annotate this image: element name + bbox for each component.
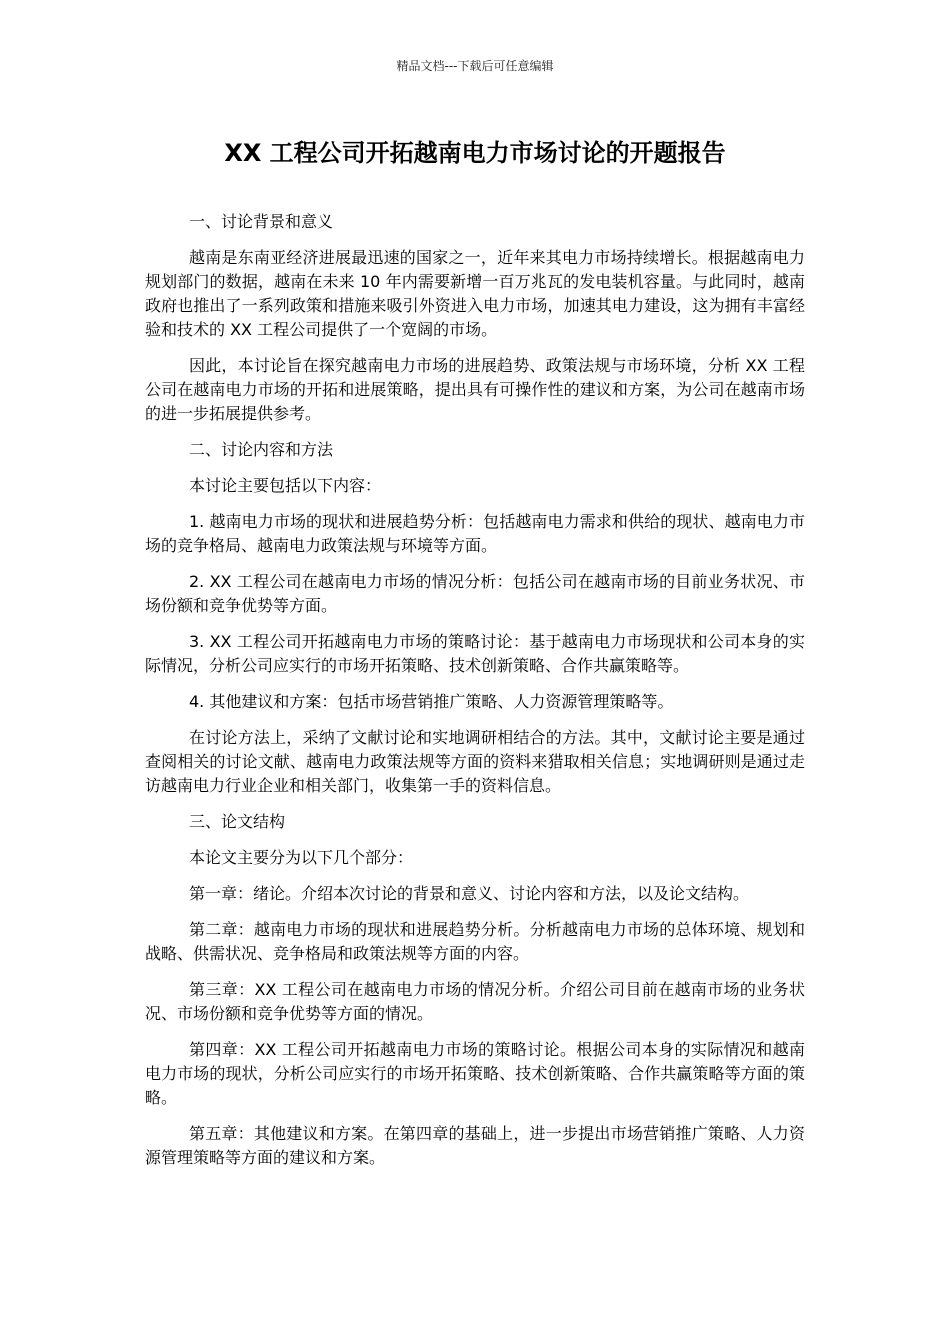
paragraph-structure-intro: 本论文主要分为以下几个部分： — [189, 848, 414, 867]
paragraph-content-intro: 本讨论主要包括以下内容： — [189, 476, 382, 495]
section-heading-content-method: 二、讨论内容和方法 — [189, 440, 334, 459]
header-note: 精品文档---下载后可任意编辑 — [396, 59, 554, 73]
paragraph-method: 在讨论方法上，采纳了文献讨论和实地调研相结合的方法。其中，文献讨论主要是通过查阅相关的讨论文献、越南电力政策法规等方面的资料来猎取相关信息；实地调研则是通过走访越南电力行业企业和相关部门，收集第一手的资料信息。 — [145, 728, 805, 795]
list-item-content-4: 4. 其他建议和方案：包括市场营销推广策略、人力资源管理策略等。 — [189, 692, 674, 711]
list-item-content-2: 2. XX 工程公司在越南电力市场的情况分析：包括公司在越南市场的目前业务状况、市场份额和竞争优势等方面。 — [145, 572, 805, 615]
paragraph-background-1: 越南是东南亚经济进展最迅速的国家之一，近年来其电力市场持续增长。根据越南电力规划部门的数据，越南在未来 10 年内需要新增一百万兆瓦的发电装机容量。与此同时，越南政府也推出了一系列政策和措施来吸引外资进入电力市场，加速其电力建设，这为拥有丰富经验和技术的 XX 工程公司提供了一个宽阔的市场。 — [145, 248, 805, 339]
list-item-content-1: 1. 越南电力市场的现状和进展趋势分析：包括越南电力需求和供给的现状、越南电力市场的竞争格局、越南电力政策法规与环境等方面。 — [145, 512, 805, 555]
paragraph-background-2: 因此，本讨论旨在探究越南电力市场的进展趋势、政策法规与市场环境，分析 XX 工程公司在越南电力市场的开拓和进展策略，提出具有可操作性的建议和方案，为公司在越南市场的进一步拓展提供参考。 — [145, 356, 805, 423]
document-title: XX 工程公司开拓越南电力市场讨论的开题报告 — [224, 139, 726, 167]
chapter-4: 第四章：XX 工程公司开拓越南电力市场的策略讨论。根据公司本身的实际情况和越南电力市场的现状，分析公司应实行的市场开拓策略、技术创新策略、合作共赢策略等方面的策略。 — [145, 1040, 805, 1107]
chapter-2: 第二章：越南电力市场的现状和进展趋势分析。分析越南电力市场的总体环境、规划和战略、供需状况、竞争格局和政策法规等方面的内容。 — [145, 920, 805, 963]
document-body — [145, 210, 805, 1182]
list-item-content-3: 3. XX 工程公司开拓越南电力市场的策略讨论：基于越南电力市场现状和公司本身的实际情况，分析公司应实行的市场开拓策略、技术创新策略、合作共赢策略等。 — [145, 632, 805, 675]
chapter-5: 第五章：其他建议和方案。在第四章的基础上，进一步提出市场营销推广策略、人力资源管理策略等方面的建议和方案。 — [145, 1124, 805, 1167]
chapter-1: 第一章：绪论。介绍本次讨论的背景和意义、讨论内容和方法，以及论文结构。 — [189, 884, 750, 903]
chapter-3: 第三章：XX 工程公司在越南电力市场的情况分析。介绍公司目前在越南市场的业务状况、市场份额和竞争优势等方面的情况。 — [145, 980, 805, 1023]
section-heading-structure: 三、论文结构 — [189, 812, 286, 831]
section-heading-background: 一、讨论背景和意义 — [189, 212, 334, 231]
